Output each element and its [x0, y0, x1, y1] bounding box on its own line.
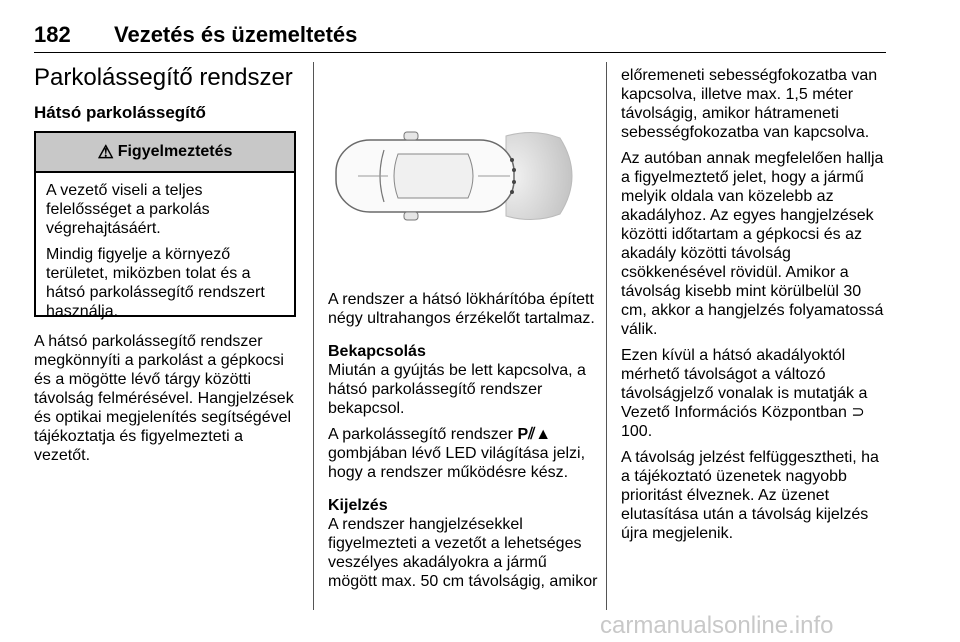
bekapcsolas-block — [328, 342, 600, 418]
sensor-dot — [510, 158, 514, 162]
column-3-text — [621, 66, 889, 550]
page-reference: 100. — [621, 423, 653, 440]
section-title: Parkolássegítő rendszer — [34, 64, 293, 91]
paragraph: Az autóban annak megfelelően hallja a figyelmeztető jelet, hogy a jármű melyik oldala van közelebb az akadályhoz. Az egyes hangjelzések közötti időtartam a gépkocsi és az akadály közötti távolság csökkenésével rövidül. Amikor a távolság kisebb mint körülbelül 30 cm, akkor a hangjelzés folyamatossá válik. — [621, 150, 884, 338]
car-mirror — [404, 212, 418, 220]
sensor-dot — [512, 180, 516, 184]
kijelzes-heading: Kijelzés — [328, 497, 388, 514]
sensor-zone-shape — [506, 132, 572, 219]
watermark: carmanualsonline.info — [600, 612, 834, 639]
chapter-title: Vezetés és üzemeltetés — [114, 22, 358, 47]
column-divider-1 — [313, 62, 314, 610]
kijelzes-text: A rendszer hangjelzésekkel figyelmezteti a vezetőt a lehetséges veszélyes akadályokra a jármű mögött max. 50 cm távolságig, amikor — [328, 516, 598, 590]
warning-paragraph: A vezető viseli a teljes felelősséget a parkolás végrehajtásáért. — [46, 182, 210, 237]
paragraph: előremeneti sebességfokozatba van kapcsolva, illetve max. 1,5 méter távolságig, amikor hátrameneti sebességfokozatba van kapcsolva. — [621, 67, 878, 141]
kijelzes-block — [328, 496, 600, 591]
led-text-after: gombjában lévő LED világítása jelzi, hogy a rendszer működésre kész. — [328, 445, 586, 481]
car-roof — [394, 154, 473, 198]
intro-paragraph: A hátsó parkolássegítő rendszer megkönnyíti a parkolást a gépkocsi és a mögötte lévő tárgy közötti távolság felmérésével. Hangjelzések és optikai megjelenítés segítségével tájékoztatja és figyelmezteti a vezetőt. — [34, 333, 294, 464]
page-reference-icon: ⊃ — [851, 404, 865, 421]
bekapcsolas-heading: Bekapcsolás — [328, 343, 426, 360]
column-divider-2 — [606, 62, 607, 610]
warning-title: Figyelmeztetés — [117, 143, 233, 160]
column-2-text — [328, 290, 600, 598]
warning-header — [36, 133, 294, 173]
illustration-caption: A rendszer a hátsó lökhárítóba épített négy ultrahangos érzékelőt tartalmaz. — [328, 291, 595, 327]
led-paragraph — [328, 425, 600, 482]
led-text-before: A parkolássegítő rendszer — [328, 426, 513, 443]
bekapcsolas-text: Miután a gyújtás be lett kapcsolva, a hátsó parkolássegítő rendszer bekapcsol. — [328, 362, 586, 417]
warning-paragraph: Mindig figyelje a környező területet, miközben tolat és a hátsó parkolássegítő rendszert használja. — [46, 246, 265, 320]
warning-box — [34, 131, 296, 320]
column-1-text — [34, 332, 302, 472]
car-mirror — [404, 132, 418, 140]
page-header — [34, 22, 886, 53]
page-number: 182 — [34, 22, 71, 47]
paragraph: A távolság jelzést felfüggesztheti, ha a tájékoztató üzenetek nagyobb prioritást élveznek. Az üzenet elutasítása után a távolság kijelzés újra megjelenik. — [621, 449, 879, 542]
paragraph-text: Ezen kívül a hátsó akadályoktól mérhető távolságot a változó távolságjelző vonalak is mutatják a Vezető Információs Központban — [621, 347, 868, 421]
sensor-dot — [510, 190, 514, 194]
warning-body — [36, 173, 294, 321]
sensor-dot — [512, 168, 516, 172]
car-sensor-illustration — [328, 78, 590, 274]
paragraph — [621, 346, 889, 441]
warning-triangle-icon: ⚠ — [97, 141, 114, 162]
parking-sensor-icon: P⫽▲ — [517, 426, 552, 443]
subsection-title: Hátsó parkolássegítő — [34, 103, 206, 122]
